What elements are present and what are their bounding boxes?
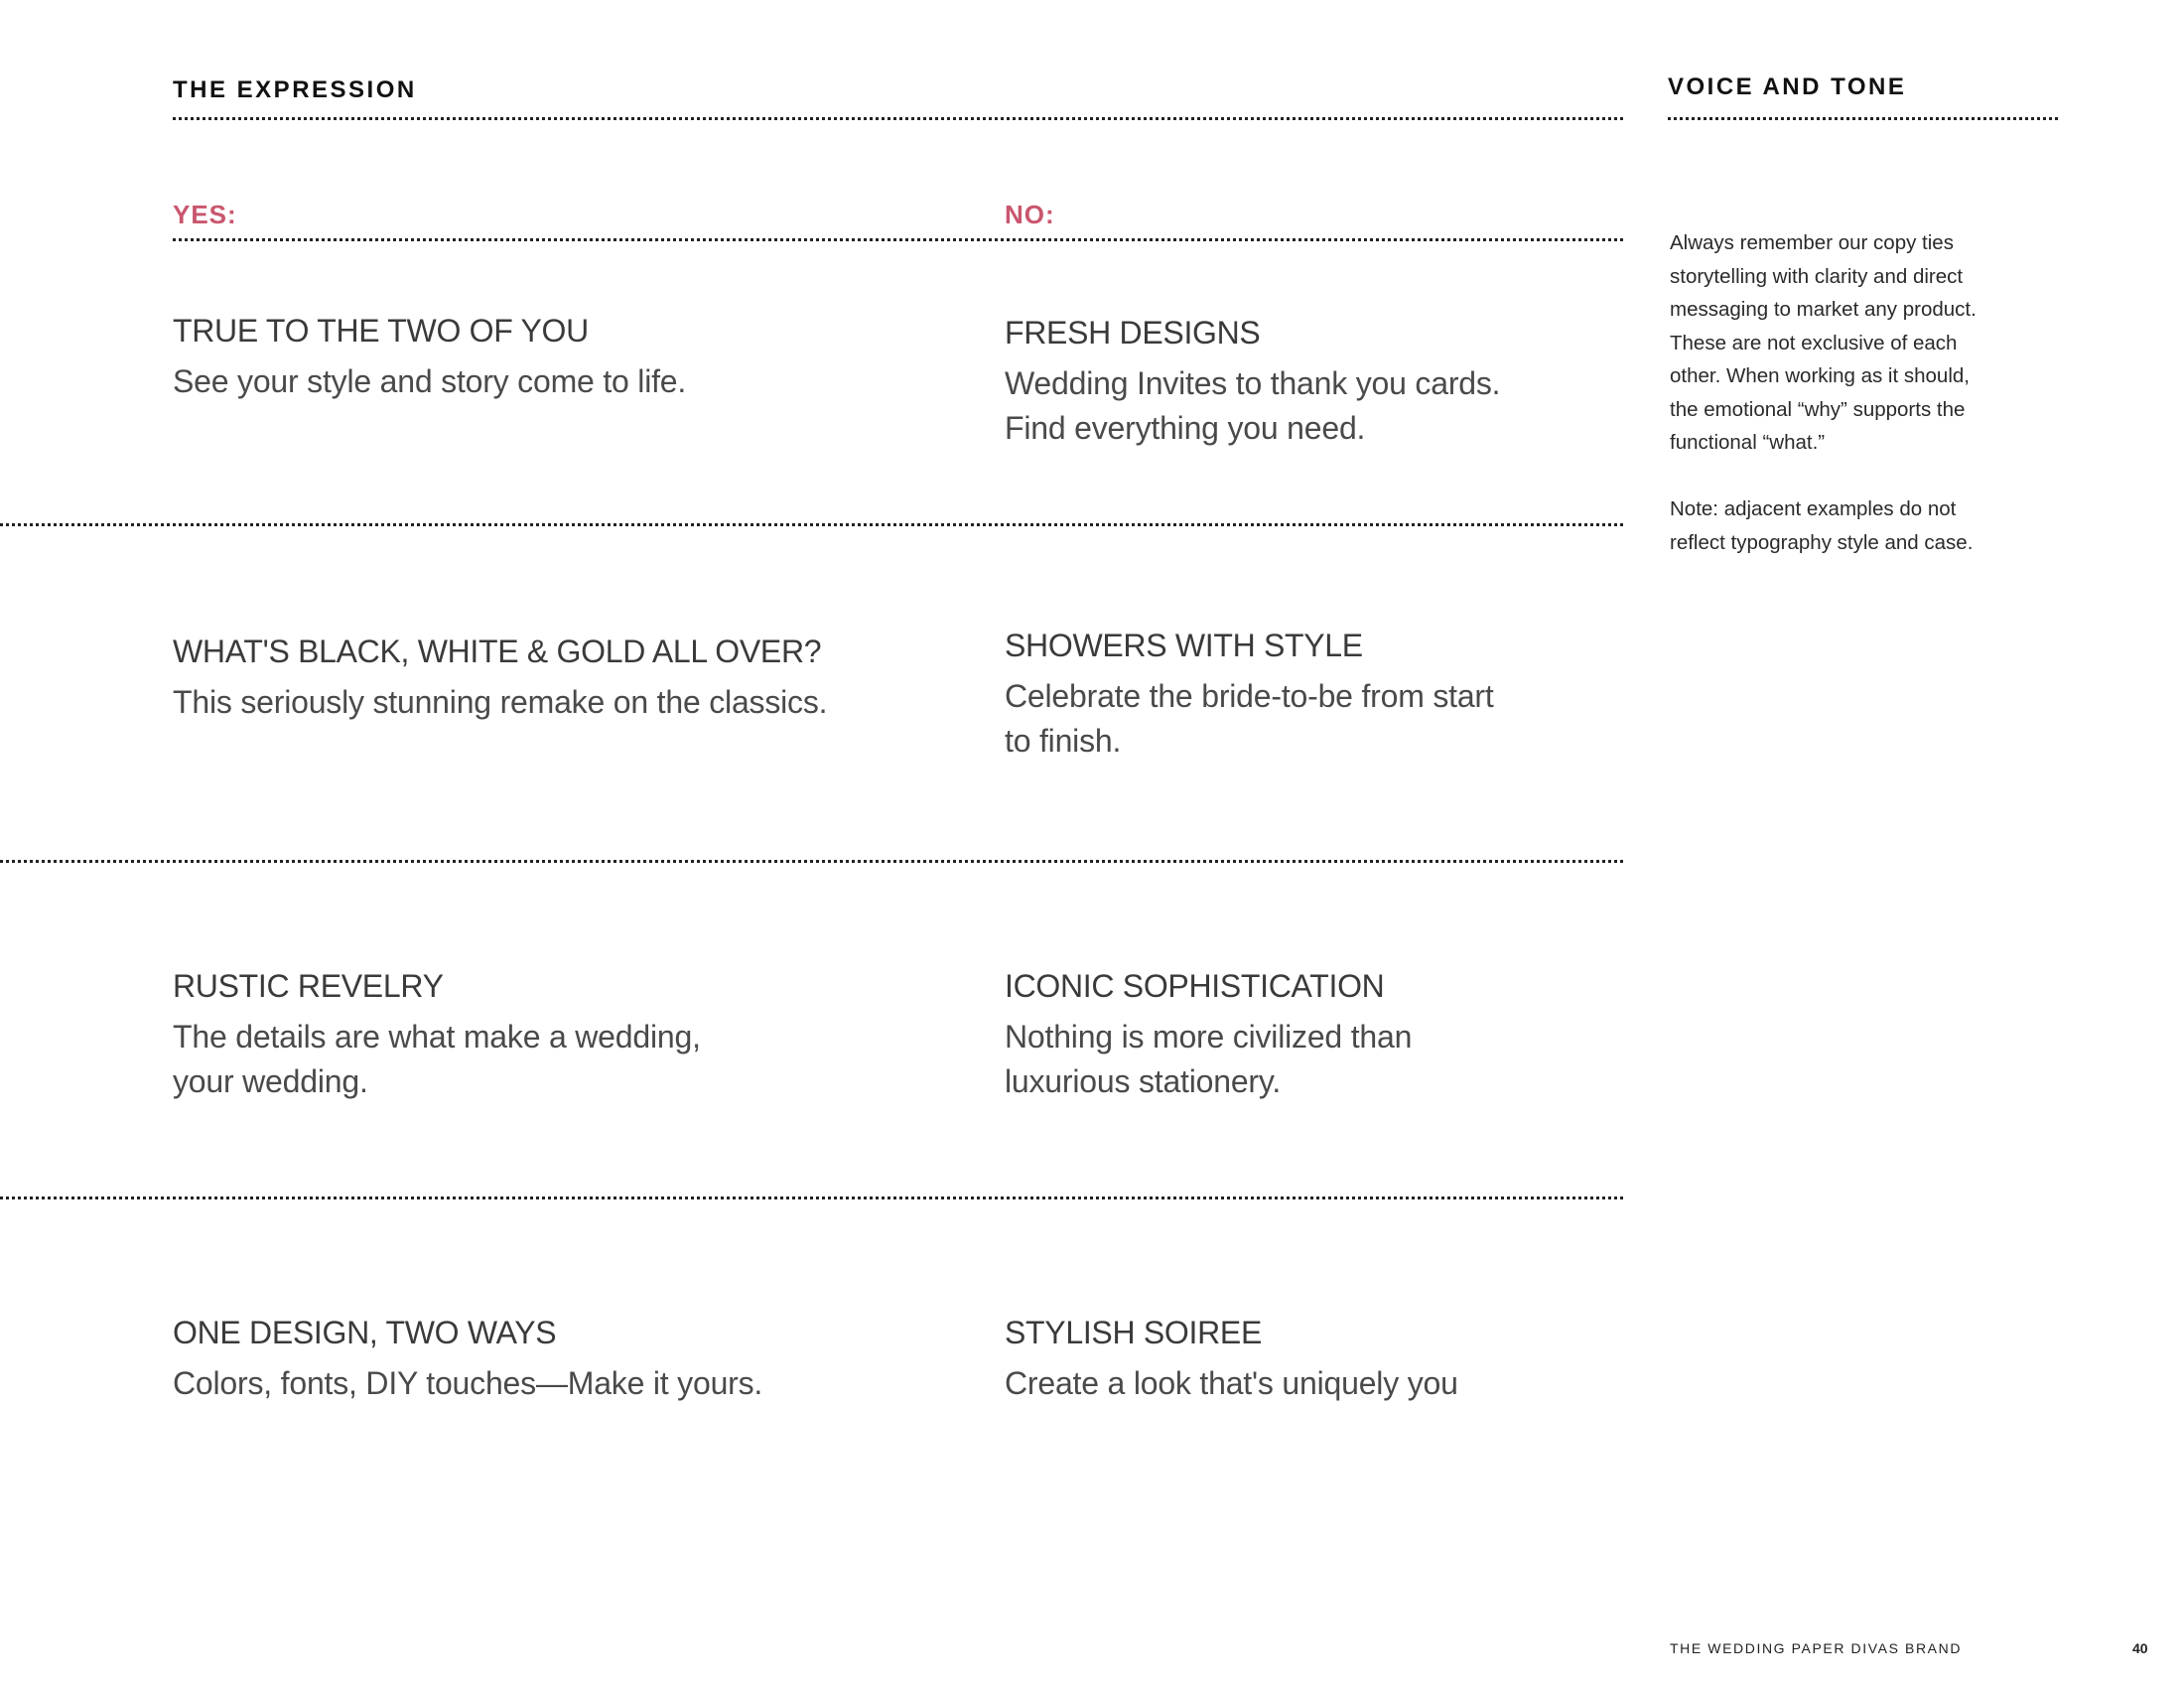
no-example-body: Celebrate the bride-to-be from start to finish.: [1005, 678, 1494, 759]
row-divider: [0, 523, 1623, 526]
sidebar-title: VOICE AND TONE: [1668, 73, 1907, 100]
no-example-body: Wedding Invites to thank you cards. Find everything you need.: [1005, 365, 1501, 446]
yes-example-headline: ONE DESIGN, TWO WAYS: [173, 1315, 557, 1350]
no-example-headline: SHOWERS WITH STYLE: [1005, 628, 1363, 663]
section-title-rule: [173, 117, 1623, 120]
page-number: 40: [2132, 1640, 2148, 1656]
yes-example: [173, 1315, 967, 1406]
section-title: THE EXPRESSION: [173, 76, 417, 103]
no-example-body: Nothing is more civilized than luxurious stationery.: [1005, 1019, 1413, 1099]
yes-example-body: The details are what make a wedding, your wedding.: [173, 1019, 701, 1099]
no-example: [1005, 315, 1620, 451]
row-divider: [0, 1196, 1623, 1199]
no-example-headline: FRESH DESIGNS: [1005, 315, 1261, 351]
sidebar-paragraph: Always remember our copy ties storytelling with clarity and direct messaging to market any product. These are not exclusive of each other. When working as it should, the emotional “why” supports the functional “what.”: [1670, 231, 1977, 454]
yes-example-body: See your style and story come to life.: [173, 363, 687, 399]
yes-example-body: This seriously stunning remake on the classics.: [173, 684, 828, 720]
no-example: [1005, 628, 1620, 764]
yes-example-body: Colors, fonts, DIY touches—Make it yours.: [173, 1365, 763, 1401]
yes-example: [173, 313, 967, 404]
column-label-rule: [173, 238, 1623, 241]
row-divider: [0, 860, 1623, 863]
no-example-headline: STYLISH SOIREE: [1005, 1315, 1262, 1350]
yes-column-label: YES:: [173, 200, 237, 229]
yes-example: [173, 968, 967, 1104]
no-example-body: Create a look that's uniquely you: [1005, 1365, 1458, 1401]
no-column-label: NO:: [1005, 200, 1055, 229]
sidebar-title-rule: [1668, 117, 2058, 120]
yes-example-headline: WHAT'S BLACK, WHITE & GOLD ALL OVER?: [173, 633, 822, 669]
no-example: [1005, 1315, 1620, 1406]
yes-example-headline: TRUE TO THE TWO OF YOU: [173, 313, 589, 349]
no-example-headline: ICONIC SOPHISTICATION: [1005, 968, 1385, 1004]
yes-example: [173, 633, 1017, 725]
sidebar-note: Note: adjacent examples do not reflect typography style and case.: [1670, 497, 1974, 554]
yes-example-headline: RUSTIC REVELRY: [173, 968, 444, 1004]
no-example: [1005, 968, 1620, 1104]
footer-brand: THE WEDDING PAPER DIVAS BRAND: [1670, 1640, 1963, 1656]
